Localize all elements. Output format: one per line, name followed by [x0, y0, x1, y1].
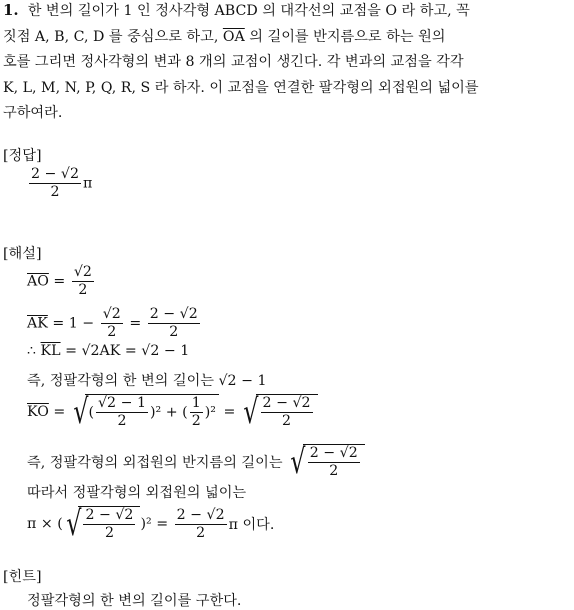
- radical: √ $\frac{2 - √2}{2}$: [240, 394, 318, 430]
- fraction: [190, 395, 203, 430]
- solution-line-1: [27, 264, 96, 299]
- denominator: 2: [282, 413, 292, 429]
- equals: =: [53, 404, 66, 420]
- denominator: 2: [78, 282, 88, 298]
- numerator: 1: [191, 395, 201, 411]
- hint-label: [힌트]: [3, 569, 42, 585]
- segment-ao: $\overline{AO}$: [27, 273, 49, 290]
- fraction: [148, 306, 200, 341]
- expression-text: )² =: [140, 516, 169, 532]
- problem-text: [3, 0, 571, 127]
- numerator: √2 − 1: [98, 395, 147, 411]
- fraction: [72, 264, 94, 299]
- segment-ko: $\overline{KO}$: [27, 404, 49, 420]
- expression-text: = 1 −: [52, 315, 95, 332]
- numerator: 2 − √2: [176, 506, 225, 523]
- denominator: 2: [191, 413, 201, 429]
- solution-line-4: 즉, 정팔각형의 한 변의 길이는 √2 − 1: [27, 373, 267, 389]
- numerator: √2: [73, 264, 92, 280]
- answer-pi: π: [83, 175, 93, 192]
- fraction: [96, 395, 148, 430]
- denominator: 2: [104, 525, 114, 541]
- numerator: 2 − √2: [262, 395, 311, 411]
- denominator: 2: [107, 324, 117, 340]
- fraction: [308, 445, 360, 480]
- denominator: 2: [169, 324, 179, 340]
- problem-number: 1.: [3, 1, 19, 19]
- answer-label: [정답]: [3, 148, 42, 164]
- problem-line-3: 호를 그리면 정사각형의 변과 8 개의 교점이 생긴다. 각 변과의 교점을 각각: [3, 54, 464, 70]
- therefore-symbol: ∴: [27, 343, 41, 359]
- segment-ak: $\overline{AK}$: [27, 315, 48, 332]
- numerator: √2: [102, 306, 121, 322]
- expression-text: )²: [204, 404, 216, 421]
- equals: =: [53, 273, 66, 290]
- problem-line-4: K, L, M, N, P, Q, R, S 라 하자. 이 교점을 연결한 팔각형의 외접원의 넓이를: [3, 79, 479, 96]
- solution-line-8: [27, 506, 274, 542]
- numerator: 2 − √2: [85, 507, 134, 523]
- solution-label: [해설]: [3, 246, 42, 262]
- denominator: 2: [117, 413, 127, 429]
- answer-expression: [27, 166, 92, 201]
- hint-text: 정팔각형의 한 변의 길이를 구한다.: [27, 593, 242, 609]
- fraction: [175, 507, 227, 542]
- expression-text: = √2AK = √2 − 1: [60, 343, 190, 359]
- numerator: 2 − √2: [149, 306, 198, 322]
- solution-line-7: 따라서 정팔각형의 외접원의 넓이는: [27, 485, 247, 501]
- problem-line-2a: 짓점 A, B, C, D 를 중심으로 하고,: [3, 28, 223, 45]
- expression-text: π 이다.: [228, 517, 275, 533]
- answer-denominator: 2: [50, 184, 60, 200]
- fraction: [261, 395, 313, 430]
- fraction: [83, 507, 135, 542]
- numerator: 2 − √2: [309, 445, 358, 461]
- denominator: 2: [196, 524, 206, 541]
- solution-line-6: [27, 444, 365, 480]
- segment-kl: $\overline{KL}$: [40, 343, 61, 359]
- equals: =: [129, 315, 142, 332]
- radical: √ $\frac{2 - √2}{2}$: [287, 444, 365, 480]
- radical: √( $\frac{√2 - 1}{2}$ )² + ( $\frac{1}{2}$ )²: [70, 394, 219, 430]
- solution-line-5: [27, 394, 318, 430]
- problem-line-2b: 의 길이를 반지름으로 하는 원의: [244, 28, 446, 45]
- problem-line-5: 구하여라.: [3, 105, 63, 121]
- expression-text: 즉, 정팔각형의 외접원의 반지름의 길이는: [27, 455, 283, 471]
- answer-fraction: [29, 166, 81, 201]
- segment-oa: $\overline{OA}$: [222, 28, 245, 45]
- solution-line-2: [27, 306, 202, 341]
- equals: =: [223, 404, 236, 420]
- radical: √ $\frac{2 - √2}{2}$: [63, 506, 141, 542]
- expression-text: )² + (: [150, 404, 188, 421]
- denominator: 2: [329, 463, 339, 479]
- expression-text: π × (: [27, 516, 63, 532]
- solution-line-3: [27, 343, 189, 359]
- answer-numerator: 2 − √2: [31, 166, 80, 182]
- problem-line-1: 한 변의 길이가 1 인 정사각형 ABCD 의 대각선의 교점을 O 라 하고, 꼭: [27, 3, 470, 19]
- paren: (: [88, 404, 94, 421]
- fraction: [101, 306, 123, 341]
